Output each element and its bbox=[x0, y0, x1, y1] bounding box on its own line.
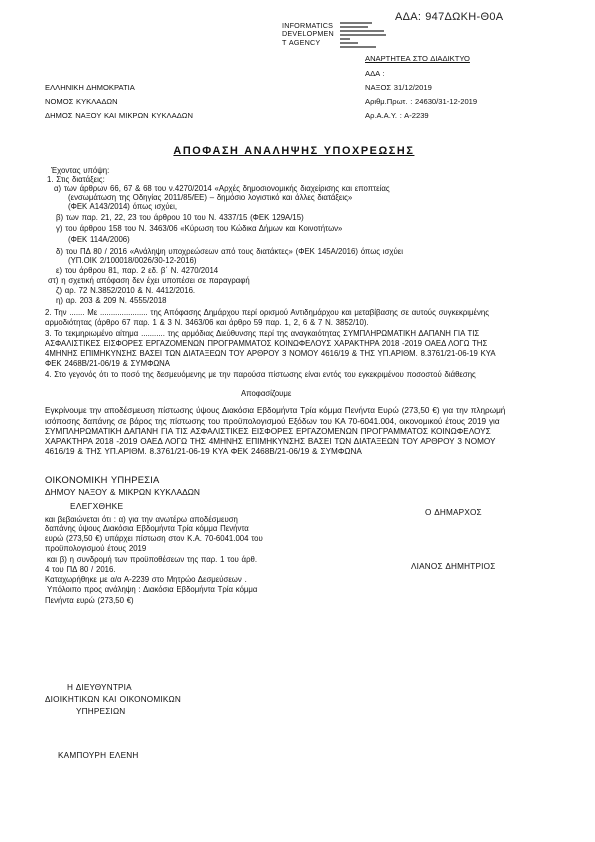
posting-protocol-number: Αριθμ.Πρωτ. : 24630/31-12-2019 bbox=[365, 97, 478, 106]
stamp-micro-text bbox=[340, 22, 372, 24]
consideration-line: (ΥΠ.ΟΙΚ 2/100018/0026/30-12-2016) bbox=[68, 256, 197, 265]
consideration-line: Έχοντας υπόψη: bbox=[51, 166, 110, 175]
finance-line: Καταχωρήθηκε με α/α Α-2239 στο Μητρώο Δεσμεύσεων . bbox=[45, 575, 247, 584]
director-title-line: Η ΔΙΕΥΘΥΝΤΡΙΑ bbox=[67, 683, 132, 692]
finance-line: και βεβαιώνεται ότι : α) για την ανωτέρω αποδέσμευση bbox=[45, 515, 238, 524]
decision-heading: Αποφασίζουμε bbox=[241, 389, 292, 398]
decision-line: ΧΑΡΑΚΤΗΡΑ 2018 -2019 ΟΑΕΔ ΛΟΓΩ ΤΗΣ 4ΜΗΝΗΣ ΕΠΙΜΗΚΥΝΣΗΣ ΒΑΣΕΙ ΤΩΝ ΔΙΑΤΑΞΕΩΝ ΤΟΥ ΑΡΘΡΟΥ 3 ΝΟΜΟΥ bbox=[45, 437, 496, 446]
consideration-line: ζ) αρ. 72 Ν.3852/2010 & Ν. 4412/2016. bbox=[56, 286, 196, 295]
consideration-line: 2. Την ....... Με ...................... της Απόφασης Δημάρχου περί ορισμού Αντιδημάρχου και μεταβίβασης σε αυτούς συγκεκριμένης bbox=[45, 308, 489, 317]
consideration-line: (ΦΕΚ 114Α/2006) bbox=[68, 235, 130, 244]
consideration-line: 3. Το τεκμηριωμένο αίτημα ........... της αρμόδιας Διεύθυνσης περί της αναγκαιότητας ΣΥΜΠΛΗΡΩΜΑΤΙΚΗ ΔΑΠΑΝΗ ΓΙΑ ΤΙΣ bbox=[45, 329, 480, 338]
issuer-line: ΝΟΜΟΣ ΚΥΚΛΑΔΩΝ bbox=[45, 97, 118, 106]
issuer-line: ΕΛΛΗΝΙΚΗ ΔΗΜΟΚΡΑΤΙΑ bbox=[45, 83, 135, 92]
finance-line: και β) η συνδρομή των προϋποθέσεων της παρ. 1 του άρθ. bbox=[47, 555, 258, 564]
consideration-line: α) των άρθρων 66, 67 & 68 του ν.4270/2014 «Αρχές δημοσιονομικής διαχείρισης και εποπτείας bbox=[54, 184, 390, 193]
finance-line: προϋπολογισμού έτους 2019 bbox=[45, 544, 147, 553]
posting-place-date: ΝΑΞΟΣ 31/12/2019 bbox=[365, 83, 432, 92]
finance-line: ευρώ (273,50 €) υπάρχει πίστωση στον Κ.Α. 70-6041.004 του bbox=[45, 534, 263, 543]
finance-line: Υπόλοιπο προς ανάληψη : Διακόσια Εβδομήντα Τρία κόμμα bbox=[47, 585, 258, 594]
director-title-line: ΥΠΗΡΕΣΙΩΝ bbox=[76, 707, 126, 716]
stamp-agency-line: T AGENCY bbox=[282, 38, 321, 47]
mayor-title: Ο ΔΗΜΑΡΧΟΣ bbox=[425, 508, 482, 517]
stamp-agency-line: INFORMATICS bbox=[282, 21, 334, 30]
finance-line: δαπάνης ύψους Διακόσια Εβδομήντα Τρία κόμμα Πενήντα bbox=[45, 524, 249, 533]
consideration-line: (ΦΕΚ Α143/2014) όπως ισχύει, bbox=[68, 202, 178, 211]
consideration-line: ΑΣΦΑΛΙΣΤΙΚΕΣ ΕΙΣΦΟΡΕΣ ΕΡΓΑΖΟΜΕΝΩΝ ΠΡΟΓΡΑΜΜΑΤΟΣ ΚΟΙΝΩΦΕΛΟΥΣ ΧΑΡΑΚΤΗΡΑ 2018 -2019 ΟΑΕΔ ΛΟΓΩ ΤΗΣ bbox=[45, 339, 488, 348]
decision-line: ΣΥΜΠΛΗΡΩΜΑΤΙΚΗ ΔΑΠΑΝΗ ΓΙΑ ΤΙΣ ΑΣΦΑΛΙΣΤΙΚΕΣ ΕΙΣΦΟΡΕΣ ΕΡΓΑΖΟΜΕΝΩΝ ΠΡΟΓΡΑΜΜΑΤΟΣ ΚΟΙΝΩΦΕΛΟΥΣ bbox=[45, 427, 491, 436]
finance-checked-label: ΕΛΕΓΧΘΗΚΕ bbox=[70, 501, 124, 511]
mayor-name: ΛΙΑΝΟΣ ΔΗΜΗΤΡΙΟΣ bbox=[411, 562, 496, 571]
consideration-line: (ενσωμάτωση της Οδηγίας 2011/85/ΕΕ) – δημόσιο λογιστικό και άλλες διατάξεις» bbox=[68, 193, 353, 202]
consideration-line: 4ΜΗΝΗΣ ΕΠΙΜΗΚΥΝΣΗΣ ΒΑΣΕΙ ΤΩΝ ΔΙΑΤΑΞΕΩΝ ΤΟΥ ΑΡΘΡΟΥ 3 ΝΟΜΟΥ 4616/19 & ΤΗΣ ΥΠ.ΑΡΙΘΜ. 8.3761/21-06-19 ΚΥΑ bbox=[45, 349, 496, 358]
decision-line: Εγκρίνουμε την αποδέσμευση πίστωσης ύψους Διακόσια Εβδομήντα Τρία κόμμα Πενήντα Ευρώ (273,50 €) για την πληρωμή bbox=[45, 406, 506, 415]
consideration-line: αρμοδιότητας (άρθρο 67 παρ. 1 & 3 Ν. 3463/06 και άρθρο 59 παρ. 1, 2, 6 & 7 Ν. 3852/10). bbox=[45, 318, 369, 327]
issuer-line: ΔΗΜΟΣ ΝΑΞΟΥ ΚΑΙ ΜΙΚΡΩΝ ΚΥΚΛΑΔΩΝ bbox=[45, 111, 193, 120]
consideration-line: η) αρ. 203 & 209 Ν. 4555/2018 bbox=[56, 296, 167, 305]
stamp-micro-text bbox=[340, 38, 350, 40]
director-title-line: ΔΙΟΙΚΗΤΙΚΩΝ ΚΑΙ ΟΙΚΟΝΟΜΙΚΩΝ bbox=[45, 695, 181, 704]
consideration-line: ε) του άρθρου 81, παρ. 2 εδ. β΄ Ν. 4270/2014 bbox=[56, 266, 219, 275]
document-title: ΑΠΟΦΑΣΗ ΑΝΑΛΗΨΗΣ ΥΠΟΧΡΕΩΣΗΣ bbox=[173, 145, 415, 157]
stamp-micro-text bbox=[340, 34, 386, 36]
stamp-micro-text bbox=[340, 46, 376, 48]
consideration-line: β) των παρ. 21, 22, 23 του άρθρου 10 του Ν. 4337/15 (ΦΕΚ 129Α/15) bbox=[56, 213, 304, 222]
decision-line: 4616/19 & ΤΗΣ ΥΠ.ΑΡΙΘΜ. 8.3761/21-06-19 ΚΥΑ ΦΕΚ 2468Β/21-06/19 & ΣΥΜΦΩΝΑ bbox=[45, 447, 362, 456]
finance-subtitle: ΔΗΜΟΥ ΝΑΞΟΥ & ΜΙΚΡΩΝ ΚΥΚΛΑΔΩΝ bbox=[45, 487, 200, 497]
ada-code-header: ΑΔΑ: 947ΔΩΚΗ-Θ0Α bbox=[395, 11, 504, 23]
stamp-micro-text bbox=[340, 26, 368, 28]
consideration-line: γ) του άρθρου 158 του Ν. 3463/06 «Κύρωση του Κώδικα Δήμων και Κοινοτήτων» bbox=[56, 224, 343, 233]
consideration-line: 4. Στο γεγονός ότι το ποσό της δεσμευόμενης με την παρούσα πίστωσης είναι εντός του εγκεκριμένου ποσοστού διάθεσης bbox=[45, 370, 476, 379]
director-name: ΚΑΜΠΟΥΡΗ ΕΛΕΝΗ bbox=[58, 751, 139, 760]
consideration-line: ΦΕΚ 2468Β/21-06/19 & ΣΥΜΦΩΝΑ bbox=[45, 359, 171, 368]
stamp-agency-line: DEVELOPMEN bbox=[282, 29, 334, 38]
consideration-line: δ) του ΠΔ 80 / 2016 «Ανάληψη υποχρεώσεων από τους διατάκτες» (ΦΕΚ 145Α/2016) όπως ισχύει bbox=[56, 247, 403, 256]
finance-line: 4 του ΠΔ 80 / 2016. bbox=[45, 565, 116, 574]
stamp-micro-text bbox=[340, 30, 384, 32]
stamp-micro-text bbox=[340, 42, 358, 44]
decision-line: ισόποσης δαπάνης σε βάρος της πίστωσης του προϋπολογισμού Εξόδων του ΚΑ 70-6041.004, οικονομικού έτους 2019 για bbox=[45, 417, 500, 426]
consideration-line: 1. Στις διατάξεις: bbox=[47, 175, 105, 184]
posting-aay-number: Αρ.Α.Α.Υ. : Α-2239 bbox=[365, 111, 429, 120]
posting-label: ΑΝΑΡΤΗΤΕΑ ΣΤΟ ΔΙΑΔΙΚΤΥΟ bbox=[365, 54, 470, 63]
posting-ada: ΑΔΑ : bbox=[365, 69, 385, 78]
consideration-line: στ) η σχετική απόφαση δεν έχει υποπέσει σε παραγραφή bbox=[48, 276, 250, 285]
finance-title: ΟΙΚΟΝΟΜΙΚΗ ΥΠΗΡΕΣΙΑ bbox=[45, 474, 160, 485]
finance-line: Πενήντα ευρώ (273,50 €) bbox=[45, 596, 134, 605]
